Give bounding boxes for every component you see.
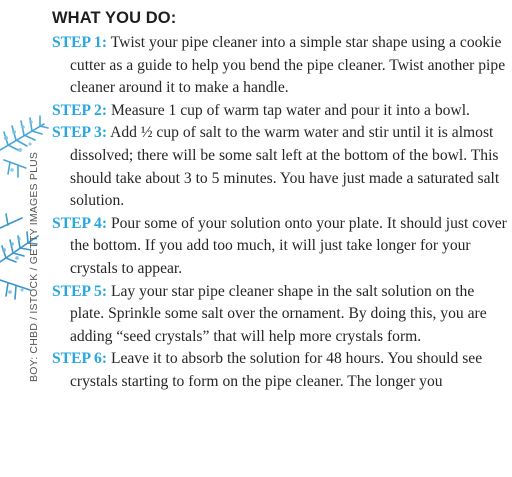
step-text: Twist your pipe cleaner into a simple star shape using a cookie cutter as a guide to help you bend the pipe cleaner. Twist another pipe cleaner around it to make a handle. bbox=[70, 34, 506, 97]
step-text: Add ½ cup of salt to the warm water and stir until it is almost dissolved; there will be some salt left at the bottom of the bowl. This should take about 3 to 5 minutes. You have just made a saturated salt solution. bbox=[70, 124, 500, 210]
step-label: STEP 3: bbox=[52, 124, 108, 142]
step-5 bbox=[52, 281, 508, 349]
instructions-section bbox=[52, 6, 508, 394]
step-1 bbox=[52, 32, 508, 100]
step-label: STEP 1: bbox=[52, 34, 108, 51]
step-text: Measure 1 cup of warm tap water and pour it into a bowl. bbox=[110, 101, 470, 119]
steps-list bbox=[52, 32, 508, 394]
step-text: Pour some of your solution onto your plate. It should just cover the bottom. If you add too much, it will just take longer for your crystals to appear. bbox=[70, 214, 507, 277]
step-3 bbox=[52, 122, 508, 212]
step-2 bbox=[52, 100, 508, 123]
section-heading: WHAT YOU DO: bbox=[52, 9, 177, 27]
step-label: STEP 2: bbox=[52, 101, 108, 119]
step-label: STEP 6: bbox=[52, 350, 108, 368]
step-text: Leave it to absorb the solution for 48 hours. You should see crystals starting to form on the pipe cleaner. The longer you bbox=[70, 350, 483, 390]
photo-credit: BOY: CHBD / ISTOCK / GETTY IMAGES PLUS bbox=[28, 151, 40, 382]
step-text: Lay your star pipe cleaner shape in the salt solution on the plate. Sprinkle some salt over the ornament. By doing this, you are adding “seed crystals” that will help more crystals form. bbox=[70, 282, 487, 345]
step-6 bbox=[52, 348, 508, 393]
step-4 bbox=[52, 213, 508, 281]
step-label: STEP 4: bbox=[52, 214, 108, 232]
step-label: STEP 5: bbox=[52, 282, 108, 300]
